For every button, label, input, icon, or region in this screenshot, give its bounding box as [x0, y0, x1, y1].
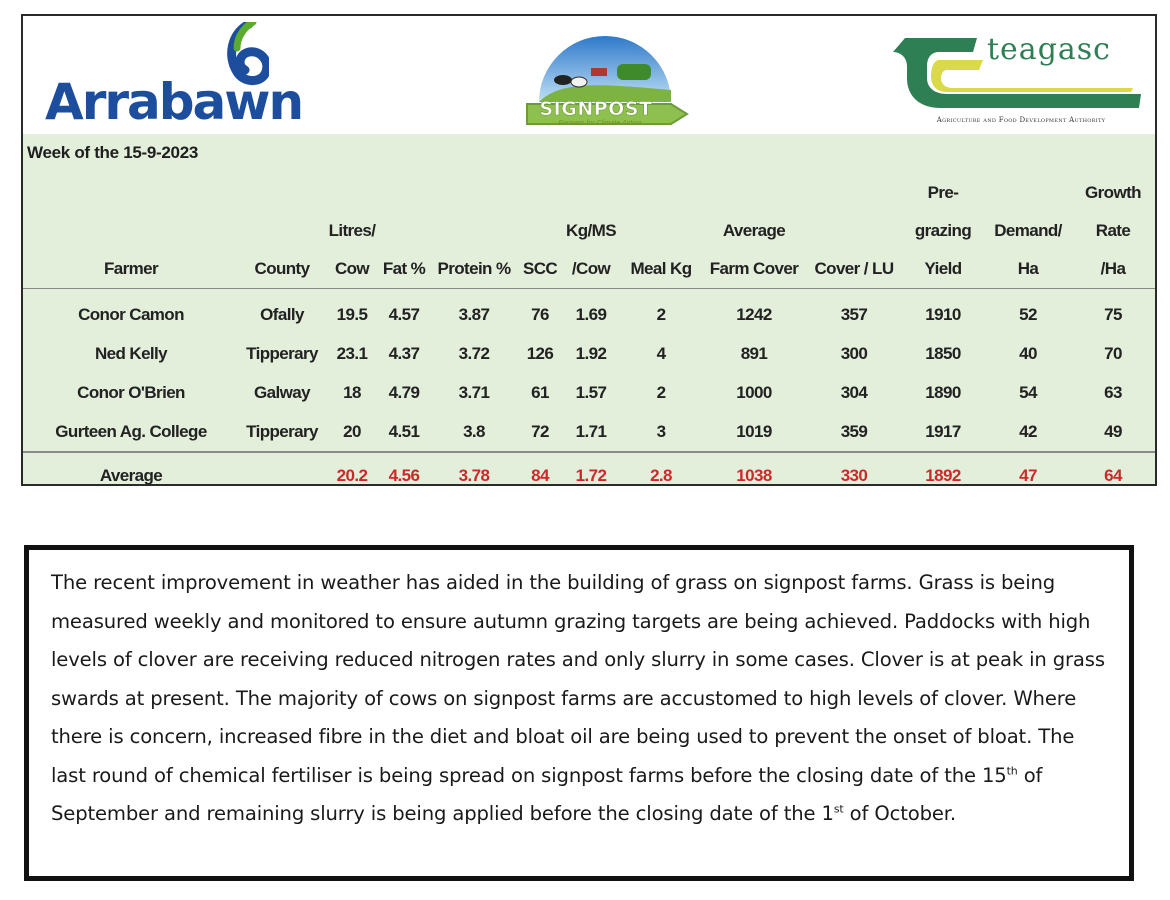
value-cell: 4.51 — [388, 421, 420, 441]
column-header-line: Protein % — [437, 259, 511, 278]
value-cell: 3.72 — [458, 343, 490, 363]
column-header — [23, 174, 239, 289]
average-value-cell: 47 — [1019, 466, 1037, 485]
value-cell: 40 — [1019, 343, 1037, 363]
commentary-part-2: of September and remaining slurry is being applied before the closing date of the 1 — [51, 763, 1043, 825]
column-header-line: /Ha — [1100, 259, 1126, 278]
table-row — [23, 289, 1155, 335]
value-cell: 54 — [1019, 382, 1037, 402]
average-value-cell: 2.8 — [650, 466, 672, 485]
column-header-line: Farmer — [103, 259, 159, 278]
commentary-text — [51, 564, 1113, 834]
column-header — [621, 174, 701, 289]
county-cell: Ofally — [260, 304, 304, 324]
farmer-cell: Conor Camon — [78, 304, 184, 324]
average-value-cell: 330 — [840, 466, 868, 485]
arrabawn-wordmark: Arrabawn — [45, 73, 303, 131]
value-cell: 2 — [656, 382, 666, 402]
value-cell: 20 — [343, 421, 361, 441]
signpost-logo — [521, 24, 697, 132]
value-cell: 52 — [1019, 304, 1037, 324]
farmer-cell: Ned Kelly — [94, 343, 168, 363]
value-cell: 75 — [1104, 304, 1122, 324]
column-header — [379, 174, 429, 289]
value-cell: 1850 — [925, 343, 961, 363]
teagasc-logo — [883, 30, 1145, 130]
average-value-cell: 1.72 — [575, 466, 607, 485]
column-header-line: Litres/ — [328, 221, 376, 240]
commentary-box — [24, 545, 1134, 881]
value-cell: 3.87 — [458, 304, 490, 324]
commentary-part-3: of October. — [843, 802, 956, 825]
column-header — [429, 174, 519, 289]
average-label: Average — [99, 466, 163, 485]
logo-bar — [23, 16, 1155, 134]
column-header — [561, 174, 621, 289]
column-header-line: Pre- — [927, 183, 959, 202]
column-header — [239, 174, 325, 289]
value-cell: 126 — [526, 343, 554, 363]
teagasc-wordmark: teagasc — [987, 32, 1111, 67]
average-county-cell — [239, 452, 325, 486]
value-cell: 72 — [531, 421, 549, 441]
value-cell: 304 — [840, 382, 868, 402]
column-header-line: SCC — [522, 259, 558, 278]
value-cell: 1.92 — [575, 343, 607, 363]
value-cell: 1890 — [925, 382, 961, 402]
column-header — [807, 174, 901, 289]
column-header — [325, 174, 379, 289]
value-cell: 42 — [1019, 421, 1037, 441]
average-value-cell: 1038 — [736, 466, 772, 485]
value-cell: 3.71 — [458, 382, 490, 402]
value-cell: 2 — [656, 304, 666, 324]
value-cell: 1.69 — [575, 304, 607, 324]
column-header-line: grazing — [914, 221, 972, 240]
value-cell: 1910 — [925, 304, 961, 324]
average-value-cell: 20.2 — [336, 466, 368, 485]
column-header — [1071, 174, 1155, 289]
value-cell: 49 — [1104, 421, 1122, 441]
signpost-wordmark: SIGNPOST — [539, 98, 653, 120]
signpost-report-card — [21, 14, 1157, 486]
value-cell: 1.57 — [575, 382, 607, 402]
commentary-part-1: The recent improvement in weather has aided in the building of grass on signpost farms. Grass is being measured weekly and monitored to ensure autumn grazing targets are being achieved. Paddocks with high levels of clover are receiving reduced nitrogen rates and only slurry in some cases. Clover is at peak in grass swards at present. The majority of cows on signpost farms are accustomed to high levels of clover. Where there is concern, increased fibre in the diet and bloat oil are being used to prevent the onset of bloat. The last round of chemical fertiliser is being spread on signpost farms before the closing date of the 15 — [51, 571, 1105, 787]
value-cell: 3.8 — [463, 421, 485, 441]
column-header-line: /Cow — [571, 259, 611, 278]
value-cell: 1242 — [736, 304, 772, 324]
week-label: Week of the 15-9-2023 — [27, 143, 199, 162]
arrabawn-logo — [43, 22, 303, 131]
column-header-line: Average — [722, 221, 786, 240]
column-header — [901, 174, 985, 289]
table-row — [23, 334, 1155, 373]
value-cell: 891 — [740, 343, 768, 363]
value-cell: 4.79 — [388, 382, 420, 402]
value-cell: 1917 — [925, 421, 961, 441]
column-header-line: Meal Kg — [630, 259, 692, 278]
value-cell: 23.1 — [336, 343, 368, 363]
column-header-line: Farm Cover — [709, 259, 799, 278]
average-value-cell: 84 — [531, 466, 549, 485]
value-cell: 300 — [840, 343, 868, 363]
table-row — [23, 412, 1155, 452]
value-cell: 3 — [656, 421, 666, 441]
value-cell: 359 — [840, 421, 868, 441]
average-value-cell: 3.78 — [458, 466, 490, 485]
farmer-cell: Conor O'Brien — [77, 382, 185, 402]
column-header-line: Cover / LU — [814, 259, 894, 278]
commentary-superscript-st: st — [833, 802, 844, 816]
value-cell: 76 — [531, 304, 549, 324]
county-cell: Tipperary — [246, 343, 318, 363]
column-header — [701, 174, 807, 289]
value-cell: 19.5 — [336, 304, 368, 324]
column-header-line: Growth — [1085, 183, 1141, 202]
column-header-line: Yield — [924, 259, 962, 278]
header-row — [23, 174, 1155, 289]
value-cell: 1019 — [736, 421, 772, 441]
column-header-line: Demand/ — [994, 221, 1062, 240]
average-value-cell: 1892 — [925, 466, 961, 485]
column-header-line: Cow — [334, 259, 370, 278]
column-header-line: County — [254, 259, 310, 278]
average-value-cell: 4.56 — [388, 466, 420, 485]
teagasc-tagline: Agriculture and Food Development Authority — [936, 116, 1106, 124]
value-cell: 4.57 — [388, 304, 420, 324]
value-cell: 1000 — [736, 382, 772, 402]
value-cell: 61 — [531, 382, 549, 402]
signpost-tagline: Farmers for Climate Action — [558, 120, 642, 127]
value-cell: 18 — [343, 382, 361, 402]
column-header — [519, 174, 561, 289]
commentary-superscript-th: th — [1006, 763, 1018, 777]
value-cell: 70 — [1104, 343, 1122, 363]
column-header — [985, 174, 1071, 289]
average-value-cell: 64 — [1104, 466, 1122, 485]
table-body — [23, 289, 1155, 487]
value-cell: 4.37 — [388, 343, 420, 363]
farmer-cell: Gurteen Ag. College — [55, 421, 207, 441]
column-header-line: Ha — [1017, 259, 1039, 278]
table-row — [23, 373, 1155, 412]
table-header — [23, 174, 1155, 289]
county-cell: Galway — [254, 382, 310, 402]
value-cell: 1.71 — [575, 421, 607, 441]
signpost-farm-table — [23, 174, 1155, 486]
value-cell: 63 — [1104, 382, 1122, 402]
column-header-line: Fat % — [382, 259, 426, 278]
column-header-line: Kg/MS — [566, 221, 616, 240]
value-cell: 357 — [840, 304, 868, 324]
county-cell: Tipperary — [246, 421, 318, 441]
average-row — [23, 452, 1155, 486]
value-cell: 4 — [656, 343, 666, 363]
column-header-line: Rate — [1095, 221, 1131, 240]
